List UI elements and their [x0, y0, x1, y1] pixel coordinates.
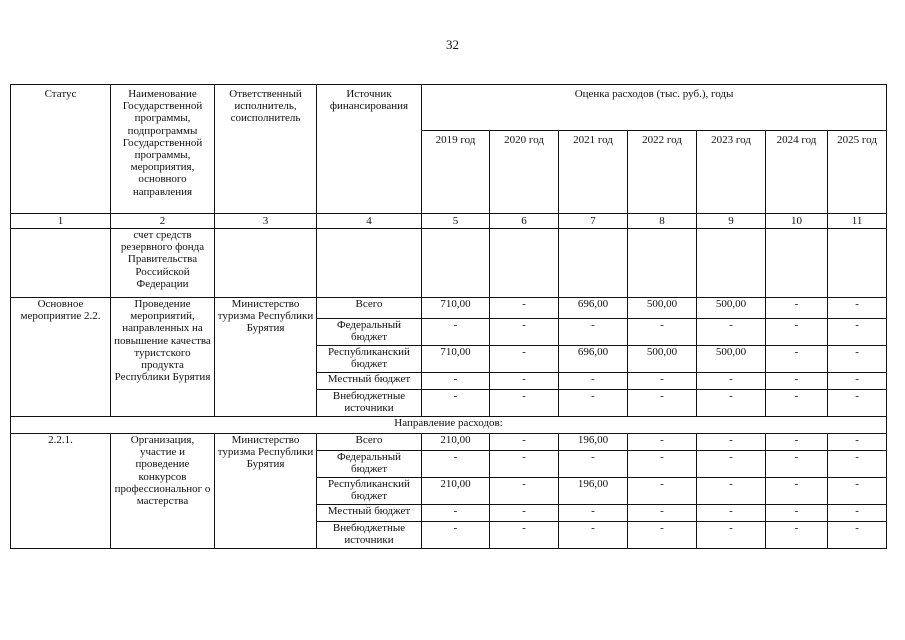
funding-source: Внебюджетные источники — [317, 522, 422, 549]
column-number-10: 10 — [766, 214, 828, 229]
year-header-2025: 2025 год — [828, 131, 887, 214]
year-value-2022: - — [628, 478, 697, 505]
funding-source: Федеральный бюджет — [317, 319, 422, 346]
year-value-2023: - — [697, 478, 766, 505]
year-value-2019: 710,00 — [422, 346, 490, 373]
source-header: Источник финансирования — [317, 85, 422, 214]
year-value-2020: - — [490, 434, 559, 451]
funding-source: Федеральный бюджет — [317, 451, 422, 478]
year-value-2022: 500,00 — [628, 346, 697, 373]
year-value-2024: - — [766, 434, 828, 451]
year-value-2021: - — [559, 319, 628, 346]
year-value-2021: 196,00 — [559, 478, 628, 505]
empty-year-cell — [559, 229, 628, 298]
year-value-2023: - — [697, 434, 766, 451]
year-value-2021: - — [559, 390, 628, 417]
year-value-2019: 210,00 — [422, 478, 490, 505]
year-value-2021: 696,00 — [559, 298, 628, 319]
year-value-2020: - — [490, 346, 559, 373]
table-row — [11, 298, 887, 319]
column-number-7: 7 — [559, 214, 628, 229]
year-value-2025: - — [828, 319, 887, 346]
year-value-2024: - — [766, 319, 828, 346]
funding-source: Всего — [317, 434, 422, 451]
empty-year-cell — [766, 229, 828, 298]
year-value-2022: 500,00 — [628, 298, 697, 319]
activity-status: 2.2.1. — [11, 434, 111, 549]
year-value-2019: - — [422, 451, 490, 478]
funding-source: Местный бюджет — [317, 373, 422, 390]
year-value-2022: - — [628, 390, 697, 417]
year-value-2022: - — [628, 373, 697, 390]
empty-responsible-cell — [215, 229, 317, 298]
year-value-2024: - — [766, 346, 828, 373]
year-value-2019: - — [422, 390, 490, 417]
year-header-2023: 2023 год — [697, 131, 766, 214]
empty-source-cell — [317, 229, 422, 298]
year-value-2022: - — [628, 434, 697, 451]
funding-source: Местный бюджет — [317, 505, 422, 522]
year-value-2019: - — [422, 373, 490, 390]
year-value-2024: - — [766, 390, 828, 417]
year-value-2022: - — [628, 319, 697, 346]
funding-source: Республиканский бюджет — [317, 478, 422, 505]
year-value-2021: - — [559, 373, 628, 390]
year-value-2024: - — [766, 522, 828, 549]
year-value-2019: 710,00 — [422, 298, 490, 319]
year-value-2020: - — [490, 451, 559, 478]
empty-year-cell — [828, 229, 887, 298]
table-row — [11, 434, 887, 451]
year-value-2022: - — [628, 522, 697, 549]
column-number-11: 11 — [828, 214, 887, 229]
year-value-2025: - — [828, 346, 887, 373]
year-value-2020: - — [490, 505, 559, 522]
column-number-9: 9 — [697, 214, 766, 229]
year-value-2023: - — [697, 451, 766, 478]
year-header-2019: 2019 год — [422, 131, 490, 214]
year-value-2024: - — [766, 298, 828, 319]
year-value-2021: - — [559, 451, 628, 478]
funding-source: Республиканский бюджет — [317, 346, 422, 373]
column-number-8: 8 — [628, 214, 697, 229]
main-activity-status: Основное мероприятие 2.2. — [11, 298, 111, 417]
expense-direction-row — [11, 417, 887, 434]
year-value-2020: - — [490, 373, 559, 390]
year-value-2025: - — [828, 451, 887, 478]
main-activity-responsible: Министерство туризма Республики Бурятия — [215, 298, 317, 417]
activity-responsible: Министерство туризма Республики Бурятия — [215, 434, 317, 549]
year-value-2025: - — [828, 522, 887, 549]
empty-status-cell — [11, 229, 111, 298]
year-value-2024: - — [766, 451, 828, 478]
year-value-2023: - — [697, 373, 766, 390]
year-value-2023: 500,00 — [697, 346, 766, 373]
expense-direction-label: Направление расходов: — [11, 417, 887, 434]
column-number-4: 4 — [317, 214, 422, 229]
empty-year-cell — [490, 229, 559, 298]
column-number-5: 5 — [422, 214, 490, 229]
year-value-2024: - — [766, 478, 828, 505]
year-value-2025: - — [828, 505, 887, 522]
table-header-row — [11, 85, 887, 131]
year-value-2020: - — [490, 478, 559, 505]
budget-table — [10, 84, 887, 549]
empty-year-cell — [697, 229, 766, 298]
funding-source: Внебюджетные источники — [317, 390, 422, 417]
year-value-2025: - — [828, 390, 887, 417]
year-header-2020: 2020 год — [490, 131, 559, 214]
year-value-2022: - — [628, 451, 697, 478]
year-value-2023: - — [697, 522, 766, 549]
funding-source: Всего — [317, 298, 422, 319]
activity-name: Организация, участие и проведение конкурсов профессиональног о мастерства — [111, 434, 215, 549]
year-value-2024: - — [766, 373, 828, 390]
year-header-2022: 2022 год — [628, 131, 697, 214]
expenses-header: Оценка расходов (тыс. руб.), годы — [422, 85, 887, 131]
year-value-2019: - — [422, 522, 490, 549]
column-number-row — [11, 214, 887, 229]
year-value-2021: 696,00 — [559, 346, 628, 373]
year-header-2021: 2021 год — [559, 131, 628, 214]
column-number-1: 1 — [11, 214, 111, 229]
column-number-3: 3 — [215, 214, 317, 229]
year-value-2022: - — [628, 505, 697, 522]
status-header: Статус — [11, 85, 111, 214]
year-value-2020: - — [490, 522, 559, 549]
year-value-2020: - — [490, 390, 559, 417]
year-value-2025: - — [828, 478, 887, 505]
responsible-header: Ответственный исполнитель, соисполнитель — [215, 85, 317, 214]
year-value-2019: - — [422, 319, 490, 346]
year-value-2021: 196,00 — [559, 434, 628, 451]
year-value-2025: - — [828, 373, 887, 390]
column-number-6: 6 — [490, 214, 559, 229]
year-value-2021: - — [559, 522, 628, 549]
year-value-2023: 500,00 — [697, 298, 766, 319]
continuation-name-cell: счет средств резервного фонда Правительства Российской Федерации — [111, 229, 215, 298]
year-value-2023: - — [697, 390, 766, 417]
year-value-2021: - — [559, 505, 628, 522]
year-header-2024: 2024 год — [766, 131, 828, 214]
year-value-2023: - — [697, 319, 766, 346]
empty-year-cell — [628, 229, 697, 298]
year-value-2019: 210,00 — [422, 434, 490, 451]
name-header: Наименование Государственной программы, подпрограммы Государственной программы, мероприятия, основного направления — [111, 85, 215, 214]
year-value-2020: - — [490, 298, 559, 319]
year-value-2023: - — [697, 505, 766, 522]
page-number: 32 — [446, 37, 459, 52]
main-activity-name: Проведение мероприятий, направленных на повышение качества туристского продукта Республики Бурятия — [111, 298, 215, 417]
column-number-2: 2 — [111, 214, 215, 229]
year-value-2025: - — [828, 298, 887, 319]
year-value-2019: - — [422, 505, 490, 522]
year-value-2024: - — [766, 505, 828, 522]
table-row — [11, 229, 887, 298]
year-value-2025: - — [828, 434, 887, 451]
empty-year-cell — [422, 229, 490, 298]
year-value-2020: - — [490, 319, 559, 346]
